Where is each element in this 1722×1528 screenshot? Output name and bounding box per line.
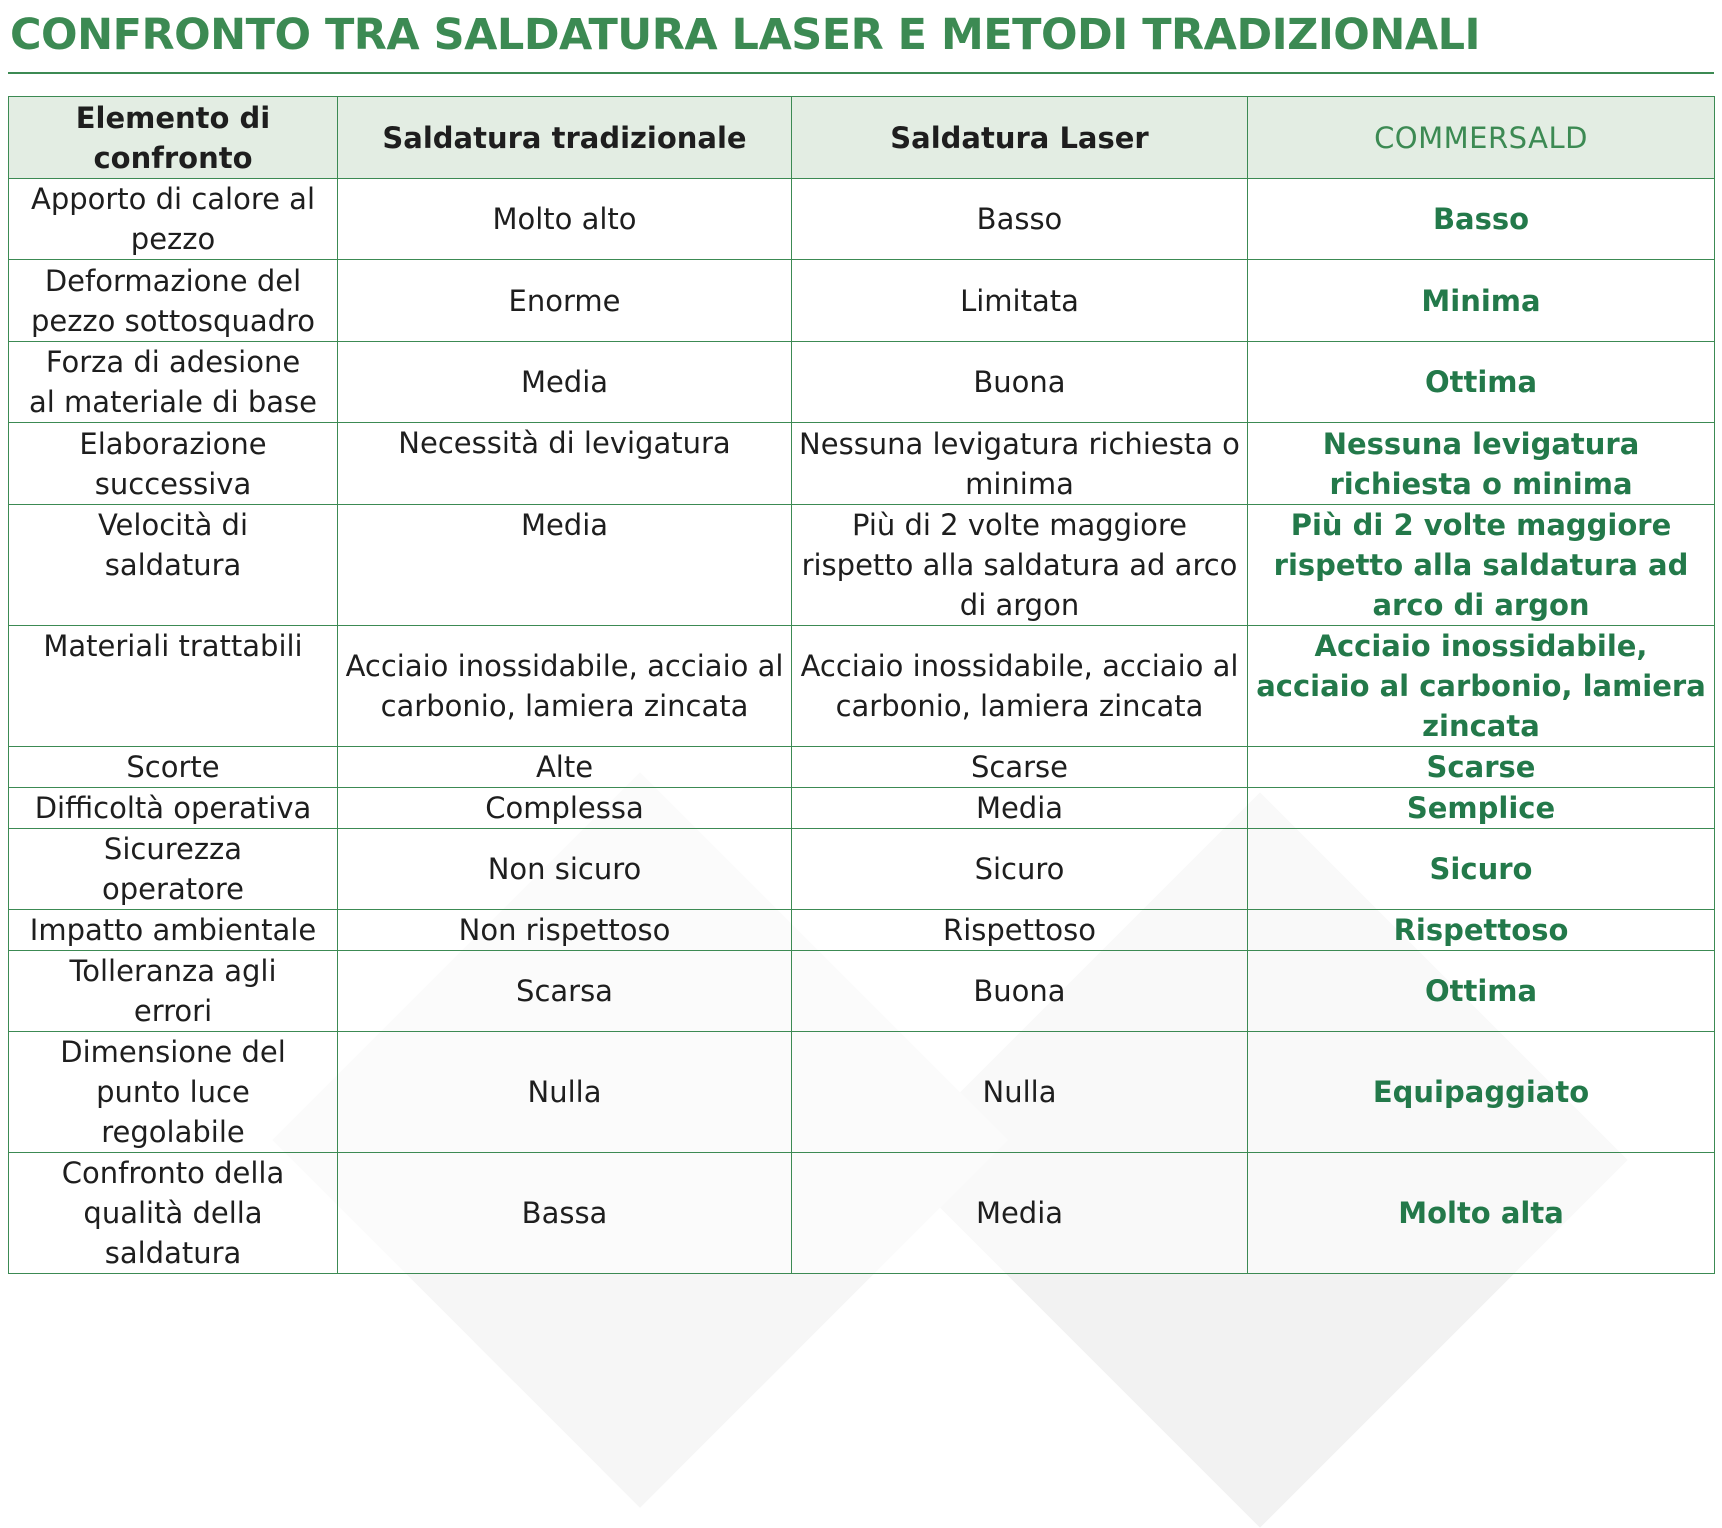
row-commersald-cell: Più di 2 volte maggiore rispetto alla saldatura ad arco di argon [1248, 505, 1715, 626]
row-element-cell: Sicurezza operatore [9, 829, 338, 910]
row-commersald-cell: Basso [1248, 179, 1715, 260]
row-traditional-cell: Non rispettoso [338, 910, 792, 951]
table-row [9, 951, 1715, 1032]
comparison-table [8, 96, 1715, 1274]
row-laser-cell: Media [792, 1153, 1248, 1274]
title-divider [8, 72, 1714, 74]
row-commersald-cell: Semplice [1248, 788, 1715, 829]
table-header-row [9, 97, 1715, 179]
row-traditional-cell: Media [338, 342, 792, 423]
header-traditional: Saldatura tradizionale [338, 97, 792, 179]
row-laser-cell: Sicuro [792, 829, 1248, 910]
table-row [9, 505, 1715, 626]
header-commersald: COMMERSALD [1248, 97, 1715, 179]
row-element-cell: Dimensione del punto luce regolabile [9, 1032, 338, 1153]
row-laser-cell: Basso [792, 179, 1248, 260]
table-row [9, 423, 1715, 505]
row-traditional-cell: Necessità di levigatura [338, 423, 792, 505]
table-row [9, 626, 1715, 747]
page-title: CONFRONTO TRA SALDATURA LASER E METODI TRADIZIONALI [10, 10, 1481, 60]
header-element: Elemento di confronto [9, 97, 338, 179]
row-laser-cell: Rispettoso [792, 910, 1248, 951]
row-commersald-cell: Scarse [1248, 747, 1715, 788]
row-traditional-cell: Nulla [338, 1032, 792, 1153]
row-laser-cell: Scarse [792, 747, 1248, 788]
table-row [9, 910, 1715, 951]
row-commersald-cell: Molto alta [1248, 1153, 1715, 1274]
row-commersald-cell: Ottima [1248, 951, 1715, 1032]
row-traditional-cell: Acciaio inossidabile, acciaio al carbonio, lamiera zincata [338, 626, 792, 747]
row-commersald-cell: Acciaio inossidabile, acciaio al carbonio, lamiera zincata [1248, 626, 1715, 747]
row-traditional-cell: Non sicuro [338, 829, 792, 910]
row-laser-cell: Media [792, 788, 1248, 829]
row-element-cell: Apporto di calore al pezzo [9, 179, 338, 260]
table-row [9, 179, 1715, 260]
header-laser: Saldatura Laser [792, 97, 1248, 179]
table-row [9, 1153, 1715, 1274]
row-laser-cell: Acciaio inossidabile, acciaio al carbonio, lamiera zincata [792, 626, 1248, 747]
row-laser-cell: Buona [792, 342, 1248, 423]
row-traditional-cell: Complessa [338, 788, 792, 829]
row-traditional-cell: Scarsa [338, 951, 792, 1032]
row-element-cell: Velocità di saldatura [9, 505, 338, 626]
row-element-cell: Elaborazione successiva [9, 423, 338, 505]
row-laser-cell: Nessuna levigatura richiesta o minima [792, 423, 1248, 505]
row-traditional-cell: Alte [338, 747, 792, 788]
row-element-cell: Scorte [9, 747, 338, 788]
table-row [9, 1032, 1715, 1153]
row-laser-cell: Più di 2 volte maggiore rispetto alla saldatura ad arco di argon [792, 505, 1248, 626]
table-row [9, 829, 1715, 910]
row-traditional-cell: Molto alto [338, 179, 792, 260]
row-element-cell: Difficoltà operativa [9, 788, 338, 829]
row-element-cell: Materiali trattabili [9, 626, 338, 747]
row-commersald-cell: Rispettoso [1248, 910, 1715, 951]
table-row [9, 788, 1715, 829]
row-commersald-cell: Equipaggiato [1248, 1032, 1715, 1153]
row-commersald-cell: Ottima [1248, 342, 1715, 423]
row-commersald-cell: Nessuna levigatura richiesta o minima [1248, 423, 1715, 505]
row-traditional-cell: Media [338, 505, 792, 626]
row-traditional-cell: Enorme [338, 260, 792, 342]
row-element-cell: Tolleranza agli errori [9, 951, 338, 1032]
row-traditional-cell: Bassa [338, 1153, 792, 1274]
table-row [9, 260, 1715, 342]
row-element-cell: Deformazione del pezzo sottosquadro [9, 260, 338, 342]
row-laser-cell: Limitata [792, 260, 1248, 342]
row-laser-cell: Nulla [792, 1032, 1248, 1153]
row-element-cell: Impatto ambientale [9, 910, 338, 951]
row-commersald-cell: Sicuro [1248, 829, 1715, 910]
row-element-cell: Forza di adesione al materiale di base [9, 342, 338, 423]
table-row [9, 342, 1715, 423]
row-element-cell: Confronto della qualità della saldatura [9, 1153, 338, 1274]
row-commersald-cell: Minima [1248, 260, 1715, 342]
table-row [9, 747, 1715, 788]
row-laser-cell: Buona [792, 951, 1248, 1032]
